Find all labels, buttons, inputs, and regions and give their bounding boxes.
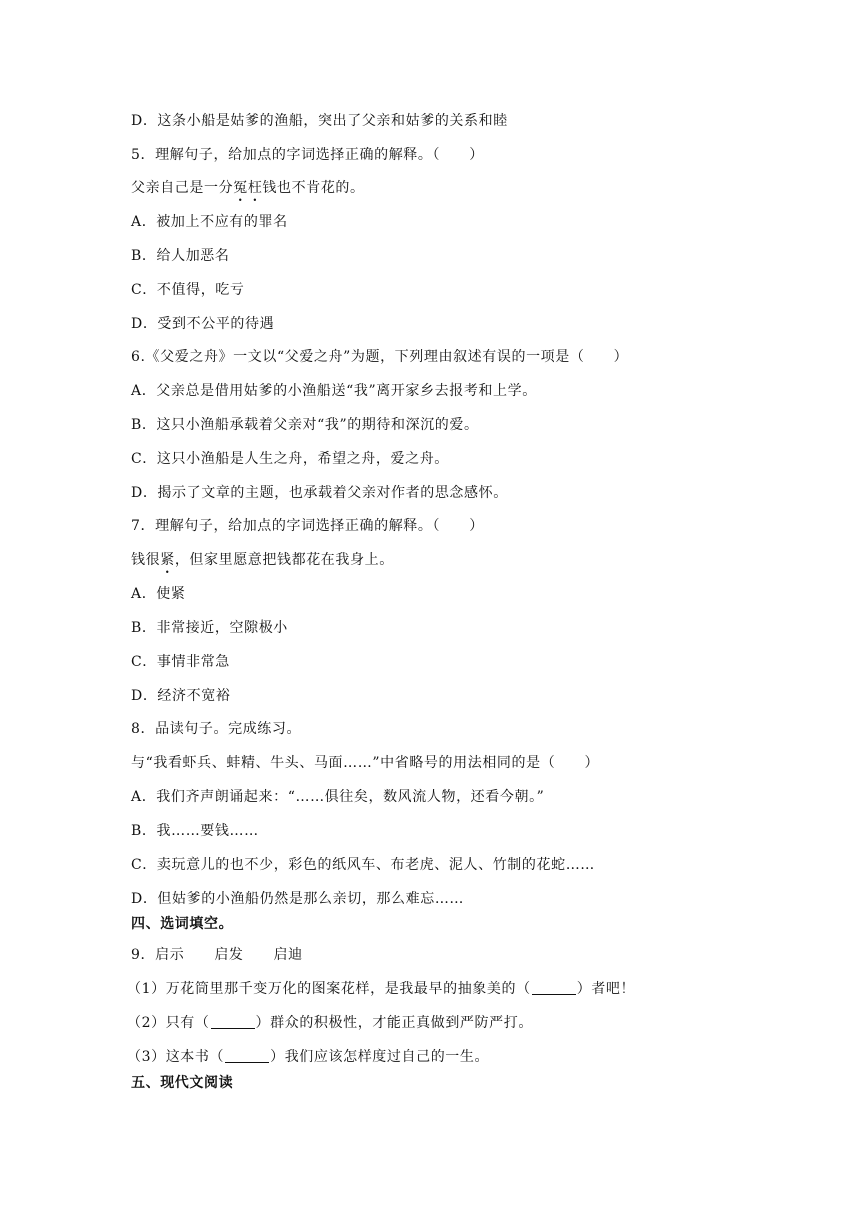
q9-word-3: 启迪 — [273, 947, 303, 963]
q8-option-b: B．我……要钱…… — [131, 823, 259, 839]
q7-option-a: A．使紧 — [131, 586, 186, 602]
q8-option-d: D．但姑爹的小渔船仍然是那么亲切，那么难忘…… — [131, 891, 465, 907]
q6-stem: 6.《父爱之舟》一文以“父爱之舟”为题，下列理由叙述有误的一项是（ ） — [131, 349, 629, 365]
q7-stem: 7．理解句子，给加点的字词选择正确的解释。（ ） — [131, 518, 484, 534]
q6-option-b: B．这只小渔船承载着父亲对“我”的期待和深沉的爱。 — [131, 417, 479, 433]
q5-option-c: C．不值得，吃亏 — [131, 282, 245, 298]
q9-s3-post: ）我们应该怎样度过自己的一生。 — [270, 1049, 490, 1065]
q9-s1-pre: （1）万花筒里那千变万化的图案花样，是我最早的抽象美的（ — [127, 981, 531, 997]
q9-sentence-2 — [127, 1013, 533, 1033]
q5-dotted-char-2: 枉 — [247, 180, 263, 196]
q9-s3-pre: （3）这本书（ — [127, 1049, 225, 1065]
q6-option-a: A．父亲总是借用姑爹的小渔船送“我”离开家乡去报考和上学。 — [131, 383, 537, 399]
q9-blank-2[interactable] — [211, 1014, 255, 1029]
section-4-title: 四、选词填空。 — [131, 916, 234, 932]
q5-option-b: B．给人加恶名 — [131, 248, 230, 264]
q7-sentence — [131, 550, 394, 570]
q9-word-2: 启发 — [214, 947, 244, 963]
q9-sentence-3 — [127, 1047, 489, 1067]
q5-sentence-post: 钱也不肯花的。 — [262, 180, 365, 196]
q9-sentence-1 — [127, 979, 635, 999]
q9-label: 9．启示 — [131, 947, 185, 963]
q5-sentence-pre: 父亲自己是一分 — [131, 180, 234, 196]
q6-option-d: D．揭示了文章的主题，也承载着父亲对作者的思念感怀。 — [131, 485, 508, 501]
q8-stem: 8．品读句子。完成练习。 — [131, 721, 302, 737]
q5-sentence — [131, 178, 365, 198]
q9-blank-3[interactable] — [225, 1048, 269, 1063]
q7-sentence-pre: 钱很 — [131, 552, 161, 568]
q7-option-d: D．经济不宽裕 — [131, 688, 231, 704]
q8-option-c: C．卖玩意儿的也不少，彩色的纸风车、布老虎、泥人、竹制的花蛇…… — [131, 857, 595, 873]
q8-question: 与“我看虾兵、蚌精、牛头、马面……”中省略号的用法相同的是（ ） — [131, 755, 600, 771]
q5-option-a: A．被加上不应有的罪名 — [131, 214, 288, 230]
q9-blank-1[interactable] — [532, 980, 576, 995]
q7-dotted-char: 紧 — [160, 552, 175, 568]
q9-s2-pre: （2）只有（ — [127, 1015, 210, 1031]
q9-word-options — [131, 945, 303, 965]
section-5-title: 五、现代文阅读 — [131, 1075, 234, 1091]
q8-option-a: A．我们齐声朗诵起来：“……俱往矣，数风流人物，还看今朝。” — [131, 789, 545, 805]
q5-stem: 5．理解句子，给加点的字词选择正确的解释。（ ） — [131, 147, 484, 163]
q4-option-d: D．这条小船是姑爹的渔船，突出了父亲和姑爹的关系和睦 — [131, 113, 508, 129]
q9-s2-post: ）群众的积极性，才能正真做到严防严打。 — [255, 1015, 533, 1031]
q6-option-c: C．这只小渔船是人生之舟，希望之舟，爱之舟。 — [131, 451, 449, 467]
q5-dotted-char-1: 冤 — [233, 180, 248, 196]
q7-option-b: B．非常接近，空隙极小 — [131, 620, 288, 636]
q7-sentence-post: ，但家里愿意把钱都花在我身上。 — [174, 552, 394, 568]
q9-s1-post: ）者吧！ — [576, 981, 636, 997]
q7-option-c: C．事情非常急 — [131, 654, 230, 670]
q5-option-d: D．受到不公平的待遇 — [131, 316, 275, 332]
